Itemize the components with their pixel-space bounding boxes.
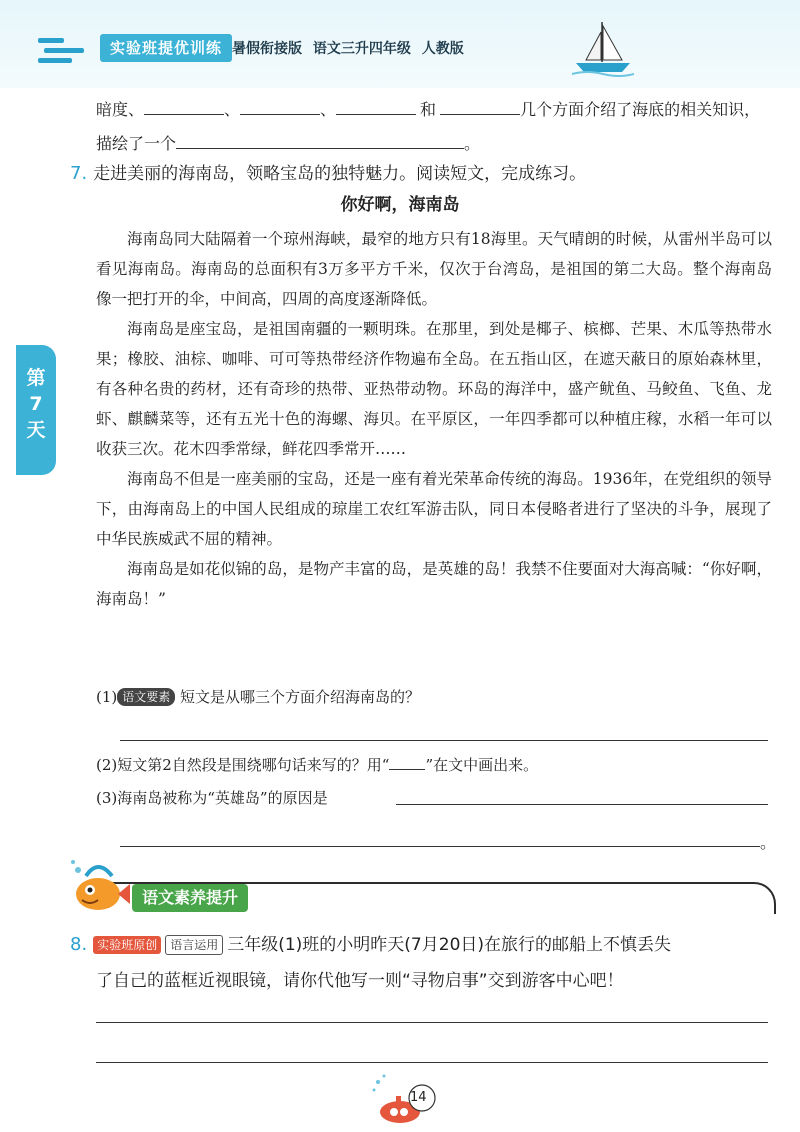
- passage-paragraph: 海南岛是座宝岛，是祖国南疆的一颗明珠。在那里，到处是椰子、槟榔、芒果、木瓜等热带水果；橡胶、油棕、咖啡、可可等热带经济作物遍布全岛。在五指山区，在遮天蔽日的原始森林里，有各种名贵的药材，还有奇珍的热带、亚热带动物。环岛的海洋中，盛产鱿鱼、马鲛鱼、飞鱼、龙虾、麒麟菜等，还有五光十色的海螺、海贝。在平原区，一年四季都可以种植庄稼，水稻一年可以收获三次。花木四季常绿，鲜花四季常开……: [96, 320, 772, 458]
- answer-blank[interactable]: [336, 98, 416, 115]
- question-number: 8.: [70, 934, 88, 955]
- passage-title: 你好啊，海南岛: [340, 195, 460, 215]
- section-label: 语文素养提升: [132, 884, 248, 912]
- page-number-badge: [370, 1072, 440, 1128]
- underline-sample: [389, 756, 425, 770]
- sub3-text: (3)海南岛被称为“英雄岛”的原因是: [96, 789, 328, 807]
- brand-label: 实验班提优训练: [100, 34, 232, 62]
- q8-line2: [96, 966, 624, 991]
- sub2-text-end: ”在文中画出来。: [425, 756, 539, 774]
- sailboat-icon: [572, 18, 634, 78]
- q6-and: 和: [420, 100, 437, 119]
- skill-tag: 语言运用: [165, 935, 223, 955]
- q6-text-end: 几个方面介绍了海底的相关知识，: [520, 100, 761, 119]
- q6-sep: 、: [320, 100, 337, 119]
- passage-paragraph: 海南岛不但是一座美丽的宝岛，还是一座有着光荣革命传统的海岛。1936年，在党组织的领导下，由海南岛上的中国人民组成的琼崖工农红军游击队，同日本侵略者进行了坚决的斗争，展现了中华民族威武不屈的精神。: [96, 470, 772, 548]
- publisher-text: 人教版: [421, 41, 464, 57]
- q6-line2: [96, 131, 480, 154]
- day-tab: [16, 345, 56, 475]
- answer-line[interactable]: [96, 1062, 768, 1063]
- original-tag: 实验班原创: [93, 936, 161, 954]
- q7-sub2: [96, 754, 538, 775]
- day-tab-line2: 7: [29, 393, 43, 415]
- element-tag: 语文要素: [117, 688, 175, 706]
- answer-blank[interactable]: [240, 98, 320, 115]
- edition-info: [232, 38, 464, 58]
- day-tab-line3: 天: [26, 419, 46, 441]
- q8-text-line1: 三年级(1)班的小明昨天(7月20日)在旅行的邮船上不慎丢失: [227, 935, 672, 955]
- answer-blank[interactable]: [144, 98, 224, 115]
- passage-paragraph: 海南岛是如花似锦的岛，是物产丰富的岛，是英雄的岛！我禁不住要面对大海高喊：“你好啊，海南岛！”: [96, 560, 772, 608]
- day-tab-line1: 第: [26, 367, 46, 389]
- grade-text: 语文三升四年级: [312, 41, 411, 57]
- submarine-icon: [370, 1072, 440, 1128]
- fish-mascot-icon: [68, 854, 130, 916]
- q7-sub3: [96, 787, 328, 808]
- edition-text: 暑假衔接版: [232, 41, 302, 57]
- q7-instruction: 走进美丽的海南岛，领略宝岛的独特魅力。阅读短文，完成练习。: [93, 164, 587, 184]
- sub1-number: (1): [96, 688, 118, 706]
- sub3-period: 。: [760, 833, 777, 852]
- q7-sub1: [96, 686, 420, 707]
- question-number: 7.: [70, 163, 88, 184]
- answer-blank[interactable]: [176, 132, 464, 149]
- answer-line[interactable]: [96, 1022, 768, 1023]
- q8-line1: [70, 930, 671, 955]
- q6-line2-end: 。: [464, 134, 481, 153]
- answer-line[interactable]: [396, 804, 768, 805]
- q6-line2-start: 描绘了一个: [96, 134, 177, 153]
- sub2-text-start: (2)短文第2自然段是围绕哪句话来写的？用“: [96, 756, 390, 774]
- section-banner: [68, 880, 778, 916]
- q7-instruction-line: [70, 159, 586, 184]
- answer-line[interactable]: [120, 740, 768, 741]
- page-header: [0, 0, 800, 88]
- q8-text-line2: 了自己的蓝框近视眼镜，请你代他写一则“寻物启事”交到游客中心吧！: [96, 971, 624, 991]
- q6-sep: 、: [224, 100, 241, 119]
- page-number: 14: [410, 1090, 427, 1105]
- passage-paragraph: 海南岛同大陆隔着一个琼州海峡，最窄的地方只有18海里。天气晴朗的时候，从雷州半岛可以看见海南岛。海南岛的总面积有3万多平方千米，仅次于台湾岛，是祖国的第二大岛。整个海南岛像一把打开的伞，中间高，四周的高度逐渐降低。: [96, 230, 772, 308]
- logo-icon: [38, 34, 88, 68]
- answer-line[interactable]: [120, 846, 760, 847]
- passage-body: [96, 224, 772, 614]
- sub1-text: 短文是从哪三个方面介绍海南岛的？: [180, 688, 421, 706]
- q6-line1: [96, 97, 760, 120]
- q6-text-start: 暗度、: [96, 100, 145, 119]
- answer-blank[interactable]: [440, 98, 520, 115]
